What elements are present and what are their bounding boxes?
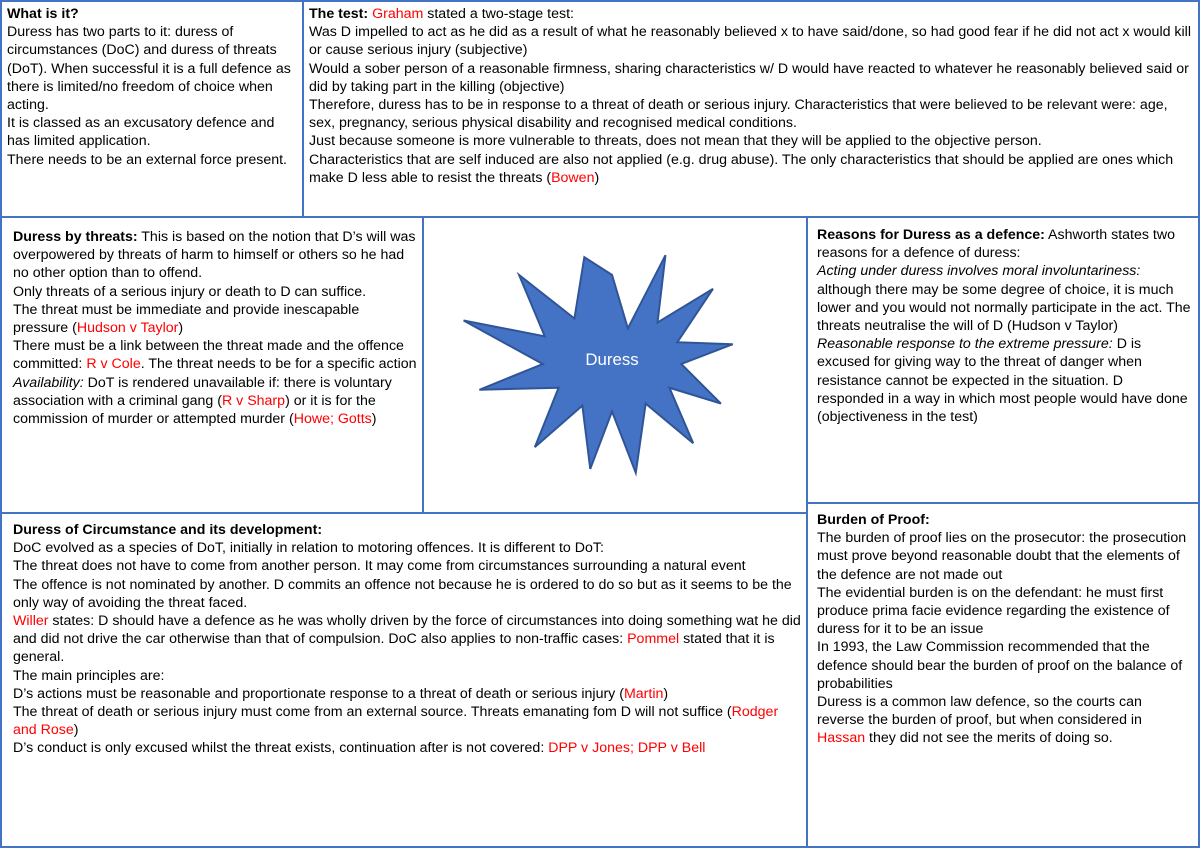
reasons-box xyxy=(806,216,1200,504)
text-span: Ashworth states two reasons for a defence of duress: xyxy=(817,227,1176,262)
dbt-availability xyxy=(13,374,417,429)
test-therefore: Therefore, duress has to be in response to a threat of death or serious injury. Characteristics that were believed to be relevant were: age, sex, pregnancy, serious physical disability and recognised medical conditions. xyxy=(309,97,1168,132)
center-star-box xyxy=(422,216,808,514)
text-span: ) or it is for the commission of murder or attempted murder ( xyxy=(13,392,376,428)
text-span: although there may be some degree of choice, it is much lower and you would not normally participate in the act. The threats neutralise the will of D (Hudson v Taylor) xyxy=(817,281,1191,335)
case-bowen: Bowen xyxy=(551,169,595,186)
availability-label: Availability: xyxy=(13,374,84,391)
burden-line xyxy=(817,693,1193,748)
what-is-it-heading: What is it? xyxy=(7,6,79,22)
dbt-intro xyxy=(13,228,417,283)
duress-star-label: Duress xyxy=(585,350,639,369)
duress-by-threats-box xyxy=(0,216,424,514)
doc-principle xyxy=(13,739,801,757)
duress-star-graphic xyxy=(424,216,806,514)
burden-of-proof-box xyxy=(806,502,1200,848)
reasons-intro xyxy=(817,226,1193,262)
doc-line: The main principles are: xyxy=(13,667,165,684)
text-span: Characteristics that are self induced are also not applied (e.g. drug abuse). The only characteristics that should be applied are ones which make D less able to resist the threats ( xyxy=(309,151,1174,186)
test-self-induced xyxy=(309,151,1193,187)
case-howe-gotts: Howe; Gotts xyxy=(293,411,372,428)
test-vulnerable: Just because someone is more vulnerable to threats, does not mean that they will be applied to the objective person. xyxy=(309,133,1042,150)
text-span: they did not see the merits of doing so. xyxy=(865,730,1113,747)
text-span: The threat of death or serious injury must come from an external source. Threats emanating fom D will not suffice ( xyxy=(13,704,732,721)
the-test-box xyxy=(302,0,1200,218)
case-dpp-v-jones-bell: DPP v Jones; DPP v Bell xyxy=(548,740,706,757)
text-span: D’s actions must be reasonable and proportionate response to a threat of death or serious injury ( xyxy=(13,685,624,702)
dbt-line: Only threats of a serious injury or death to D can suffice. xyxy=(13,283,367,300)
text-span: D is excused for giving way to the threat of danger when resistance cannot be expected in the situation. D responded in a way in which most people would have done (objectiveness in the test) xyxy=(817,336,1188,426)
doc-heading: Duress of Circumstance and its development: xyxy=(13,522,323,538)
the-test-heading: The test: xyxy=(309,6,369,22)
dbt-heading: Duress by threats: xyxy=(13,229,138,245)
text-span: ) xyxy=(73,722,79,739)
case-r-v-sharp: R v Sharp xyxy=(221,392,286,409)
doc-line: DoC evolved as a species of DoT, initially in relation to motoring offences. It is different to DoT: xyxy=(13,540,604,557)
text-span: ) xyxy=(371,411,377,428)
doc-principle xyxy=(13,703,801,739)
case-pommel: Pommel xyxy=(627,631,680,648)
text-span: There must be a link between the threat made and the offence committed: xyxy=(13,338,404,373)
case-martin: Martin xyxy=(623,685,664,702)
text-span: stated that it is general. xyxy=(13,631,775,666)
text-span: The threat must be immediate and provide inescapable pressure ( xyxy=(13,301,360,337)
text-span: Duress is a common law defence, so the courts can reverse the burden of proof, but when considered in xyxy=(817,694,1142,729)
test-objective: Would a sober person of a reasonable firmness, sharing characteristics w/ D would have reacted to whatever he reasonably believed said or did by taking part in the killing (objective) xyxy=(309,60,1189,95)
case-r-v-cole: R v Cole xyxy=(86,356,141,373)
the-test-heading-rest: stated a two-stage test: xyxy=(423,6,574,22)
reasons-heading: Reasons for Duress as a defence: xyxy=(817,227,1045,243)
text-span: ) xyxy=(594,169,600,186)
text-span: DoT is rendered unavailable if: there is voluntary association with a criminal gang ( xyxy=(13,374,392,409)
reason-label: Reasonable response to the extreme pressure: xyxy=(817,336,1113,353)
dbt-line xyxy=(13,301,417,337)
the-test-heading-line xyxy=(309,5,1193,23)
reason-moral-involuntariness xyxy=(817,262,1193,335)
burden-line: The evidential burden is on the defendant: he must first produce prima facie evidence regarding the existence of duress for it to be an issue xyxy=(817,584,1170,638)
what-is-it-line: There needs to be an external force present. xyxy=(7,151,287,168)
test-subjective: Was D impelled to act as he did as a result of what he reasonably believed x to have said/done, so had good fear if he did not act x would kill or cause serious injury (subjective) xyxy=(309,24,1191,59)
case-rodger-and-rose: Rodger and Rose xyxy=(13,704,779,739)
doc-line: The offence is not nominated by another. D commits an offence not because he is ordered to do so but as it seems to be the only way of avoiding the threat faced. xyxy=(13,576,792,611)
reason-label: Acting under duress involves moral involuntariness: xyxy=(817,263,1141,280)
burden-line: In 1993, the Law Commission recommended that the defence should bear the burden of proof on the balance of probabilities xyxy=(817,639,1183,692)
what-is-it-line: Duress has two parts to it: duress of circumstances (DoC) and duress of threats (DoT). When successful it is a full defence as there is limited/no freedom of choice when acting. xyxy=(7,24,291,114)
case-hassan: Hassan xyxy=(817,730,866,747)
burden-line: The burden of proof lies on the prosecutor: the prosecution must prove beyond reasonable doubt that the elements of the defence are not made out xyxy=(817,530,1187,583)
text-span: states: D should have a defence as he was wholly driven by the force of circumstances into doing something wat he did and did not drive the car otherwise than that of compulsion. DoC also applies to non-traffic cases: xyxy=(13,613,801,648)
duress-of-circumstance-box xyxy=(0,512,808,848)
reason-reasonable-response xyxy=(817,335,1193,426)
text-span: ) xyxy=(663,685,669,702)
case-graham: Graham xyxy=(372,6,424,22)
doc-willer xyxy=(13,612,801,667)
what-is-it-box xyxy=(0,0,304,218)
text-span: ) xyxy=(178,320,184,337)
burden-heading: Burden of Proof: xyxy=(817,512,930,528)
what-is-it-line: It is classed as an excusatory defence and has limited application. xyxy=(7,115,275,150)
case-hudson-v-taylor: Hudson v Taylor xyxy=(76,320,179,337)
text-span: . The threat needs to be for a specific action xyxy=(140,356,417,373)
case-willer: Willer xyxy=(13,613,49,630)
doc-line: The threat does not have to come from another person. It may come from circumstances surrounding a natural event xyxy=(13,558,746,575)
text-span: This is based on the notion that D’s will was overpowered by threats of harm to himself or others so he had no other option than to offend. xyxy=(13,229,416,282)
text-span: D’s conduct is only excused whilst the threat exists, continuation after is not covered: xyxy=(13,740,549,757)
dbt-line xyxy=(13,337,417,373)
doc-principle xyxy=(13,685,801,703)
